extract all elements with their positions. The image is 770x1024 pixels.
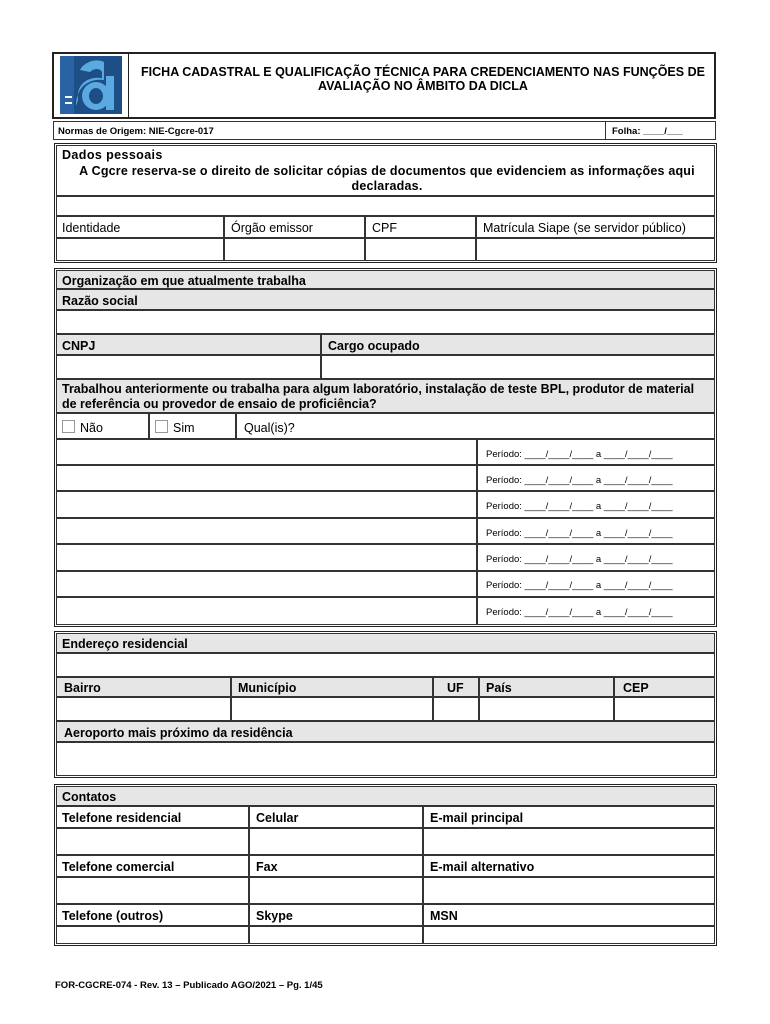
- folha-label: Folha: ____/___: [612, 126, 683, 137]
- endereco-field[interactable]: [56, 653, 715, 677]
- cpf-field[interactable]: [365, 238, 476, 261]
- matricula-label: Matrícula Siape (se servidor público): [483, 221, 686, 235]
- razao-social-field[interactable]: [56, 310, 715, 334]
- tel-outros-label: Telefone (outros): [62, 909, 164, 923]
- razao-social-label: Razão social: [62, 294, 138, 308]
- skype-label: Skype: [256, 909, 293, 923]
- pais-field[interactable]: [479, 697, 614, 721]
- section-title-dados-pessoais: Dados pessoais: [62, 148, 163, 162]
- lab-name-field[interactable]: [56, 465, 477, 491]
- cnpj-label: CNPJ: [62, 339, 96, 353]
- dados-blank-row[interactable]: [56, 196, 715, 216]
- sim-label: Sim: [173, 421, 195, 435]
- cep-label: CEP: [623, 681, 649, 695]
- section-title-endereco: Endereço residencial: [62, 637, 188, 651]
- periodo-label[interactable]: Período: ____/____/____ a ____/____/____: [486, 475, 673, 486]
- cep-field[interactable]: [614, 697, 715, 721]
- lab-name-field[interactable]: [56, 439, 477, 465]
- uf-field[interactable]: [433, 697, 479, 721]
- periodo-label[interactable]: Período: ____/____/____ a ____/____/____: [486, 501, 673, 512]
- tel-outros-field[interactable]: [56, 926, 249, 944]
- periodo-label[interactable]: Período: ____/____/____ a ____/____/____: [486, 554, 673, 565]
- matricula-field[interactable]: [476, 238, 715, 261]
- section-title-organizacao: Organização em que atualmente trabalha: [62, 274, 306, 288]
- tel-comercial-field[interactable]: [56, 877, 249, 904]
- sim-checkbox[interactable]: [155, 420, 168, 433]
- tel-residencial-field[interactable]: [56, 828, 249, 855]
- tel-comercial-label: Telefone comercial: [62, 860, 175, 874]
- quais-field[interactable]: [236, 413, 715, 439]
- bairro-field[interactable]: [56, 697, 231, 721]
- uf-label: UF: [447, 681, 464, 695]
- msn-label: MSN: [430, 909, 458, 923]
- email-principal-field[interactable]: [423, 828, 715, 855]
- celular-field[interactable]: [249, 828, 423, 855]
- cargo-field[interactable]: [321, 355, 715, 379]
- nao-label: Não: [80, 421, 103, 435]
- lab-name-field[interactable]: [56, 571, 477, 597]
- email-principal-label: E-mail principal: [430, 811, 524, 825]
- notice-text: A Cgcre reserva-se o direito de solicitar cópias de documentos que evidenciem as informações aqui declaradas.: [79, 164, 695, 193]
- lab-name-field[interactable]: [56, 518, 477, 544]
- celular-label: Celular: [256, 811, 299, 825]
- question-text: Trabalhou anteriormente ou trabalha para algum laboratório, instalação de teste BPL, produtor de material de referência ou provedor de ensaio de proficiência?: [62, 382, 695, 411]
- skype-field[interactable]: [249, 926, 423, 944]
- orgao-emissor-label: Órgão emissor: [231, 221, 313, 235]
- lab-name-field[interactable]: [56, 597, 477, 625]
- orgao-emissor-field[interactable]: [224, 238, 365, 261]
- cnpj-field[interactable]: [56, 355, 321, 379]
- periodo-label[interactable]: Período: ____/____/____ a ____/____/____: [486, 449, 673, 460]
- periodo-label[interactable]: Período: ____/____/____ a ____/____/____: [486, 528, 673, 539]
- email-alternativo-label: E-mail alternativo: [430, 860, 535, 874]
- nao-checkbox[interactable]: [62, 420, 75, 433]
- footer-text: FOR-CGCRE-074 - Rev. 13 – Publicado AGO/2021 – Pg. 1/45: [55, 980, 323, 991]
- cargo-label: Cargo ocupado: [328, 339, 420, 353]
- pais-label: País: [486, 681, 512, 695]
- identidade-label: Identidade: [62, 221, 121, 235]
- periodo-label[interactable]: Período: ____/____/____ a ____/____/____: [486, 580, 673, 591]
- tel-residencial-label: Telefone residencial: [62, 811, 182, 825]
- form-title: FICHA CADASTRAL E QUALIFICAÇÃO TÉCNICA PARA CREDENCIAMENTO NAS FUNÇÕES DE AVALIAÇÃO NO ÂMBITO DA DICLA: [141, 65, 705, 93]
- email-alternativo-field[interactable]: [423, 877, 715, 904]
- inmetro-logo: [60, 56, 122, 114]
- identidade-field[interactable]: [56, 238, 224, 261]
- municipio-field[interactable]: [231, 697, 433, 721]
- msn-field[interactable]: [423, 926, 715, 944]
- periodo-label[interactable]: Período: ____/____/____ a ____/____/____: [486, 607, 673, 618]
- fax-label: Fax: [256, 860, 278, 874]
- quais-label: Qual(is)?: [244, 421, 295, 435]
- aeroporto-label: Aeroporto mais próximo da residência: [64, 726, 293, 740]
- lab-name-field[interactable]: [56, 491, 477, 518]
- fax-field[interactable]: [249, 877, 423, 904]
- municipio-label: Município: [238, 681, 297, 695]
- bairro-label: Bairro: [64, 681, 101, 695]
- normas-origem: Normas de Origem: NIE-Cgcre-017: [58, 126, 214, 137]
- aeroporto-field[interactable]: [56, 742, 715, 776]
- cpf-label: CPF: [372, 221, 397, 235]
- lab-name-field[interactable]: [56, 544, 477, 571]
- section-title-contatos: Contatos: [62, 790, 117, 804]
